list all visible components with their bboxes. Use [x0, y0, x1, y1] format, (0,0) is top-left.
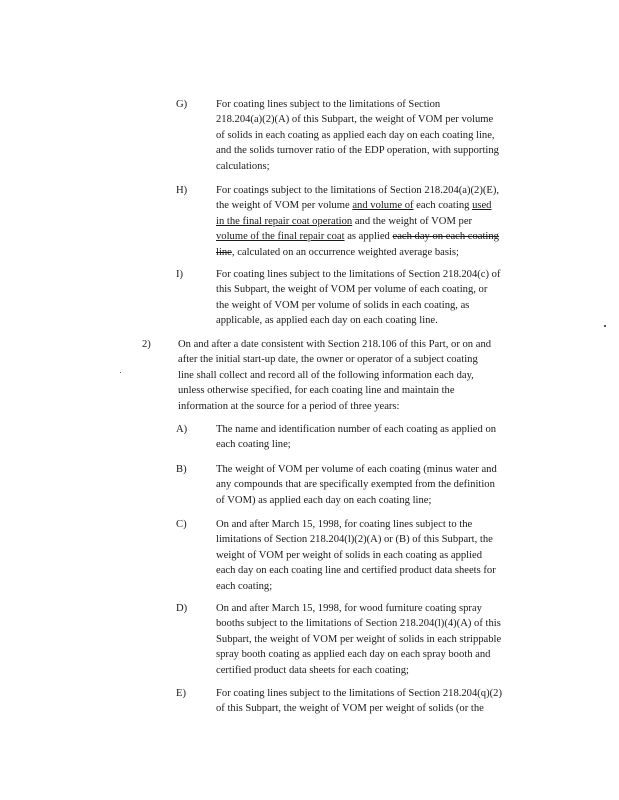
text-segment: For coatings subject to the limitations of Section 218.204(a)(2)(E),	[216, 185, 500, 196]
inserted-text: used	[472, 200, 492, 212]
text-segment: and the solids turnover ratio of the EDP operation, with supporting	[216, 145, 499, 157]
text-segment: On and after March 15, 1998, for wood furniture coating spray	[216, 603, 482, 614]
text-segment: For coating lines subject to the limitations of Section 218.204(c) of	[216, 269, 501, 280]
text-line	[216, 437, 496, 452]
text-segment: Subpart, the weight of VOM per weight of solids in each strippable	[216, 633, 502, 645]
text-segment: For coating lines subject to the limitations of Section 218.204(q)(2)	[216, 688, 502, 699]
item-label: I)	[176, 269, 184, 280]
text-segment: booths subject to the limitations of Section 218.204(l)(4)(A) of this	[216, 618, 501, 630]
text-line	[216, 214, 499, 229]
item-label: 2)	[142, 339, 151, 350]
text-segment: the weight of VOM per volume	[216, 200, 353, 212]
item-text	[216, 686, 502, 717]
text-segment: each coating	[413, 200, 473, 212]
item-label: C)	[176, 519, 187, 530]
deleted-text: each day on each coating	[392, 231, 499, 243]
item-label: G)	[176, 99, 188, 110]
text-line	[216, 97, 499, 112]
text-segment: On and after March 15, 1998, for coating lines subject to the	[216, 519, 473, 530]
scan-speck	[604, 325, 606, 327]
text-segment: as applied	[344, 231, 393, 243]
text-segment: applicable, as applied each day on each coating line.	[216, 315, 438, 327]
item-label: E)	[176, 688, 186, 699]
text-segment: limitations of Section 218.204(l)(2)(A) or (B) of this Subpart, the	[216, 534, 493, 546]
text-line	[216, 183, 499, 198]
text-segment: certified product data sheets for each coating;	[216, 664, 409, 676]
deleted-text: line	[216, 246, 232, 258]
text-line	[216, 462, 497, 477]
text-line	[178, 337, 491, 352]
scan-speck	[120, 372, 121, 373]
text-line	[216, 313, 501, 328]
item-text	[216, 601, 501, 678]
text-line	[216, 493, 497, 508]
inserted-text: in the final repair coat operation	[216, 215, 353, 227]
text-line	[216, 198, 499, 213]
text-line	[216, 267, 501, 282]
item-text	[216, 267, 501, 329]
text-line	[216, 517, 496, 532]
text-line	[216, 422, 496, 437]
text-line	[216, 686, 502, 701]
item-text	[216, 462, 497, 508]
text-segment: calculations;	[216, 160, 270, 172]
text-segment: of solids in each coating as applied each day on each coating line,	[216, 129, 495, 141]
text-line	[216, 245, 499, 260]
text-segment: after the initial start-up date, the owner or operator of a subject coating	[178, 354, 478, 366]
item-text	[216, 97, 499, 174]
text-segment: and the weight of VOM per	[352, 215, 473, 227]
inserted-text: and volume of	[352, 200, 414, 212]
text-line	[216, 579, 496, 594]
item-label: A)	[176, 424, 188, 435]
text-segment: this Subpart, the weight of VOM per volume of each coating, or	[216, 284, 488, 296]
text-line	[216, 548, 496, 563]
text-segment: unless otherwise specified, for each coating line and maintain the	[178, 385, 455, 397]
text-line	[216, 128, 499, 143]
text-segment: each coating line;	[216, 439, 291, 451]
text-line	[216, 616, 501, 631]
text-line	[216, 112, 499, 127]
item-text	[216, 183, 499, 260]
text-segment: On and after a date consistent with Section 218.106 of this Part, or on and	[178, 339, 492, 350]
text-line	[178, 352, 491, 367]
text-segment: The weight of VOM per volume of each coating (minus water and	[216, 464, 497, 475]
text-line	[178, 383, 491, 398]
item-text	[178, 337, 491, 414]
text-line	[216, 601, 501, 616]
text-line	[216, 159, 499, 174]
text-line	[178, 368, 491, 383]
text-segment: , calculated on an occurrence weighted average basis;	[231, 246, 459, 258]
text-line	[216, 143, 499, 158]
text-segment: each day on each coating line and certified product data sheets for	[216, 565, 496, 577]
text-segment: of this Subpart, the weight of VOM per weight of solids (or the	[216, 703, 484, 715]
text-line	[216, 701, 502, 716]
text-line	[216, 229, 499, 244]
text-line	[216, 632, 501, 647]
text-line	[216, 282, 501, 297]
text-segment: each coating;	[216, 580, 273, 592]
text-segment: of VOM) as applied each day on each coating line;	[216, 494, 432, 506]
text-segment: weight of VOM per weight of solids in each coating as applied	[216, 549, 483, 561]
text-segment: The name and identification number of each coating as applied on	[216, 424, 497, 435]
text-line	[216, 663, 501, 678]
text-line	[178, 399, 491, 414]
text-segment: any compounds that are specifically exempted from the definition	[216, 479, 495, 491]
item-label: B)	[176, 464, 187, 475]
text-line	[216, 647, 501, 662]
text-segment: line shall collect and record all of the following information each day,	[178, 369, 474, 381]
item-text	[216, 517, 496, 594]
text-segment: 218.204(a)(2)(A) of this Subpart, the weight of VOM per volume	[216, 114, 494, 126]
text-segment: spray booth coating as applied each day on each spray booth and	[216, 649, 491, 661]
text-segment: information at the source for a period of three years:	[178, 400, 400, 412]
inserted-text: volume of the final repair coat	[216, 231, 345, 243]
text-line	[216, 477, 497, 492]
text-line	[216, 532, 496, 547]
item-label: D)	[176, 603, 188, 614]
item-label: H)	[176, 185, 188, 196]
text-line	[216, 563, 496, 578]
text-segment: the weight of VOM per volume of solids in each coating, as	[216, 299, 470, 311]
text-line	[216, 298, 501, 313]
item-text	[216, 422, 496, 453]
text-segment: For coating lines subject to the limitations of Section	[216, 99, 441, 110]
